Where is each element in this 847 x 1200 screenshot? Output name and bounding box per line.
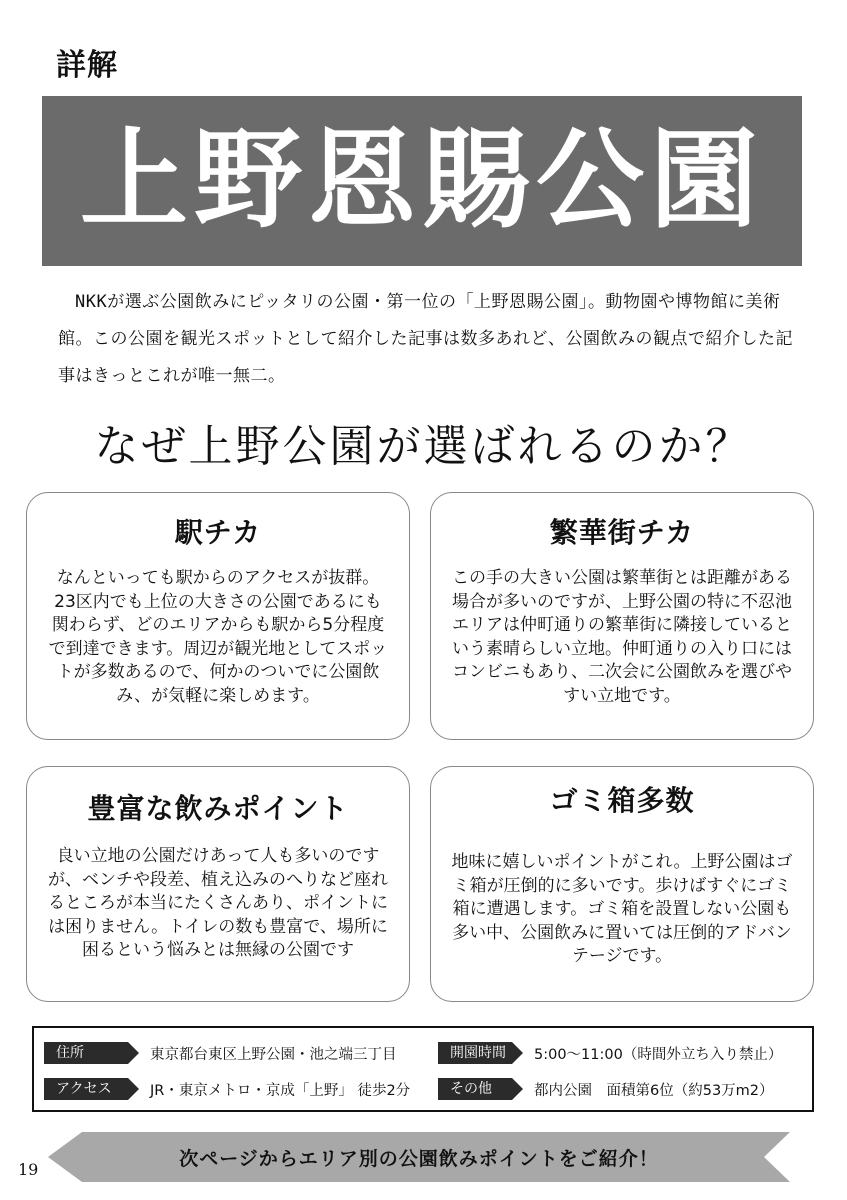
card-body: なんといっても駅からのアクセスが抜群。23区内でも上位の大きさの公園であるにも関わらず、どのエリアからも駅から5分程度で到達できます。周辺が観光地としてスポットが多数あるので、何かのついでに公園飲み、が気軽に楽しめます。 <box>48 568 388 706</box>
info-label: 住所 <box>44 1042 128 1064</box>
info-label: 開園時間 <box>438 1042 512 1064</box>
info-value: 東京都台東区上野公園・池之端三丁目 <box>150 1046 397 1063</box>
card-body: 良い立地の公園だけあって人も多いのですが、ベンチや段差、植え込みのへりなど座れるところが本当にたくさんあり、ポイントには困りません。トイレの数も豊富で、場所に困るという悩みとは無縁の公園です <box>48 846 388 960</box>
next-page-banner <box>48 1131 790 1183</box>
card-heading: 豊富な飲みポイント <box>87 792 349 825</box>
reason-card-trash <box>430 766 814 1002</box>
card-body: この手の大きい公園は繁華街とは距離がある場合が多いのですが、上野公園の特に不忍池エリアは仲町通りの繁華街に隣接しているという素晴らしい立地。仲町通りの入り口にはコンビニもあり、二次会に公園飲みを選びやすい立地です。 <box>452 568 792 706</box>
info-value: 都内公園 面積第6位（約53万m2） <box>534 1082 774 1099</box>
card-heading: 繁華街チカ <box>549 516 695 549</box>
info-value: 5:00〜11:00（時間外立ち入り禁止） <box>534 1046 783 1063</box>
info-box <box>32 1026 814 1112</box>
card-heading: ゴミ箱多数 <box>549 784 695 817</box>
info-value: JR・東京メトロ・京成「上野」 徒歩2分 <box>150 1082 411 1099</box>
card-heading: 駅チカ <box>174 516 262 549</box>
info-row-hours <box>438 1042 782 1064</box>
reason-card-downtown <box>430 492 814 740</box>
info-row-access <box>44 1078 410 1100</box>
page-number: 19 <box>18 1160 39 1179</box>
reason-card-spots <box>26 766 410 1002</box>
info-row-address <box>44 1042 397 1064</box>
section-question: なぜ上野公園が選ばれるのか？ <box>94 421 753 472</box>
article-kicker: 詳解 <box>56 48 118 83</box>
banner-text: 次ページからエリア別の公園飲みポイントをご紹介！ <box>179 1147 659 1170</box>
reason-card-station <box>26 492 410 740</box>
title-band <box>42 96 802 266</box>
info-label: アクセス <box>44 1078 128 1100</box>
card-body: 地味に嬉しいポイントがこれ。上野公園はゴミ箱が圧倒的に多いです。歩けばすぐにゴミ箱に遭遇します。ゴミ箱を設置しない公園も多い中、公園飲みに置いては圧倒的アドバンテージです。 <box>451 852 793 966</box>
info-row-other <box>438 1078 774 1100</box>
info-label: その他 <box>438 1078 512 1100</box>
page-title: 上野恩賜公園 <box>79 118 764 243</box>
intro-paragraph: NKKが選ぶ公園飲みにピッタリの公園・第一位の「上野恩賜公園」。動物園や博物館に美術館。この公園を観光スポットとして紹介した記事は数多あれど、公園飲みの観点で紹介した記事はきっとこれが唯一無二。 <box>58 292 793 386</box>
